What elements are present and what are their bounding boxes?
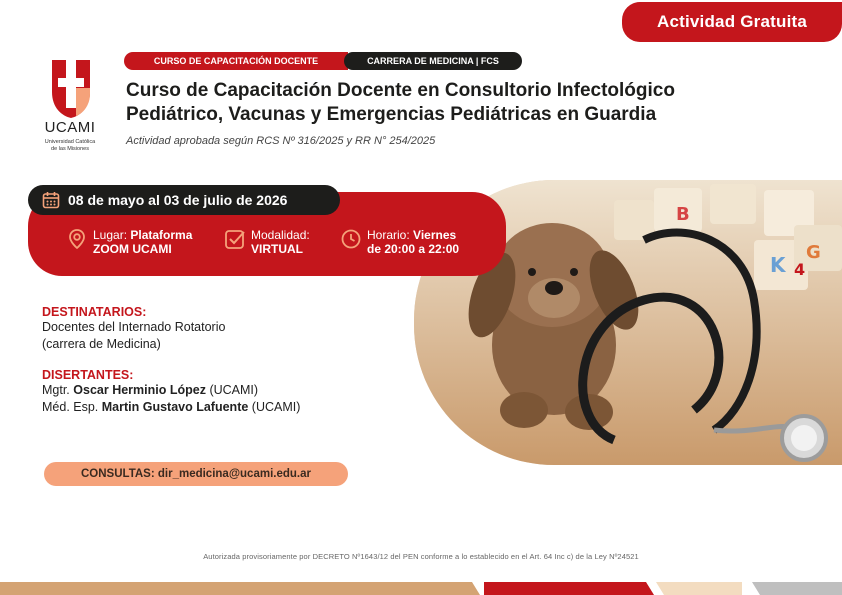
schedule-value-1: Viernes xyxy=(413,228,457,242)
svg-text:K: K xyxy=(770,253,786,277)
schedule-info xyxy=(340,228,459,256)
speaker-org: (UCAMI) xyxy=(251,400,301,414)
date-pill xyxy=(28,185,340,215)
modality-label: Modalidad: xyxy=(251,228,310,242)
free-activity-badge xyxy=(622,2,842,42)
career-tag: CARRERA DE MEDICINA | FCS xyxy=(344,52,522,70)
logo-wordmark: UCAMI xyxy=(44,119,96,136)
modality-info xyxy=(224,228,310,256)
logo-subtitle-line2: de las Misiones xyxy=(51,146,89,152)
speaker-org: (UCAMI) xyxy=(209,383,259,397)
contact-pill[interactable] xyxy=(44,462,348,486)
speakers-section xyxy=(42,368,300,416)
checkbox-icon xyxy=(224,228,246,250)
bottom-decor-stripes xyxy=(0,582,842,595)
recipients-line-1: Docentes del Internado Rotatorio xyxy=(42,320,226,334)
svg-text:G: G xyxy=(806,242,821,263)
speaker-name: Oscar Herminio López xyxy=(73,383,206,397)
title-line-1: Curso de Capacitación Docente en Consultorio Infectológico xyxy=(126,80,675,101)
logo-subtitle xyxy=(30,139,110,153)
course-tag: CURSO DE CAPACITACIÓN DOCENTE xyxy=(124,52,348,70)
clock-icon xyxy=(340,228,362,250)
recipients-heading: DESTINATARIOS: xyxy=(42,305,147,319)
approval-note: Actividad aprobada según RCS Nº 316/2025 y RR N° 254/2025 xyxy=(126,135,436,147)
title-line-2: Pediátrico, Vacunas y Emergencias Pediátricas en Guardia xyxy=(126,104,657,125)
date-range: 08 de mayo al 03 de julio de 2026 xyxy=(68,192,288,208)
recipients-section xyxy=(42,305,225,353)
legal-note: Autorizada provisoriamente por DECRETO Nº1643/12 del PEN conforme a lo establecido en el Art. 64 Inc c) de la Ley Nº24521 xyxy=(203,552,639,561)
modality-value: VIRTUAL xyxy=(251,242,303,256)
schedule-label: Horario: xyxy=(367,228,410,242)
speaker-prefix: Mgtr. xyxy=(42,383,70,397)
location-pin-icon xyxy=(66,228,88,250)
free-activity-label: Actividad Gratuita xyxy=(656,12,808,31)
logo-subtitle-line1: Universidad Católica xyxy=(44,139,96,145)
speaker-item xyxy=(42,382,300,399)
calendar-icon xyxy=(42,191,60,209)
recipients-line-2: (carrera de Medicina) xyxy=(42,337,161,351)
speaker-item xyxy=(42,399,300,416)
place-value-2: ZOOM UCAMI xyxy=(93,242,172,256)
svg-text:B: B xyxy=(676,204,690,225)
speaker-name: Martin Gustavo Lafuente xyxy=(101,400,249,414)
page-title xyxy=(126,79,766,127)
contact-text: CONSULTAS: dir_medicina@ucami.edu.ar xyxy=(81,468,311,480)
place-label: Lugar: xyxy=(93,228,128,242)
schedule-value-2: de 20:00 a 22:00 xyxy=(367,242,460,256)
speakers-heading: DISERTANTES: xyxy=(42,368,134,382)
svg-text:4: 4 xyxy=(794,260,806,279)
place-value-1: Plataforma xyxy=(130,228,193,242)
speaker-prefix: Méd. Esp. xyxy=(42,400,99,414)
place-info xyxy=(66,228,192,256)
